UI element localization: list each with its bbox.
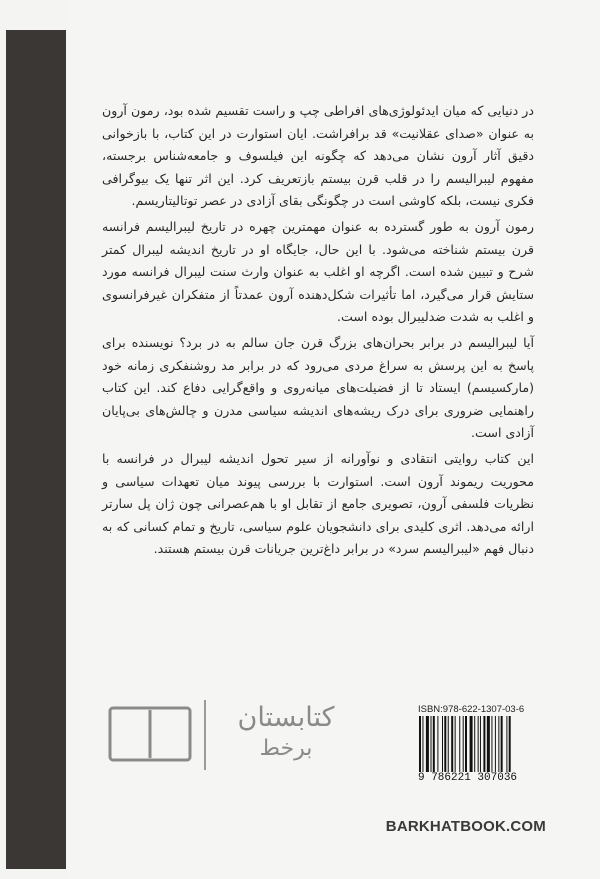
scan-left-margin bbox=[0, 0, 6, 879]
logo-divider bbox=[204, 700, 206, 770]
publisher-subname: برخط bbox=[259, 736, 313, 761]
publisher-logo bbox=[108, 700, 368, 770]
blurb-paragraph-4: این کتاب روایتی انتقادی و نوآورانه از سیر تحول اندیشه لیبرال در فرانسه با محوریت ریموند آرون است. استوارت با بررسی پیوند میان تعهدات سیاسی و نظریات فلسفی آرون، تصویری جامع از تقابل او با هم‌عصرانی چون ژان پل سارتر ارائه می‌دهد. اثری کلیدی برای دانشجویان علوم سیاسی، تاریخ و تمام کسانی که به دنبال فهم «لیبرالیسم سرد» در برابر داغ‌ترین جریانات قرن بیستم هستند. bbox=[102, 450, 534, 557]
publisher-name: کتابستان bbox=[237, 702, 335, 733]
publisher-website: BARKHATBOOK.COM bbox=[385, 818, 546, 835]
barcode-graphic bbox=[418, 716, 548, 774]
barcode-digits: 9 786221 307036 bbox=[418, 772, 518, 784]
blurb-paragraph-2: رمون آرون به طور گسترده به عنوان مهمترین چهره در تاریخ لیبرالیسم فرانسه قرن بیستم شناخته می‌شود. با این حال، جایگاه او در تاریخ اندیشه لیبرال کمتر شرح و تبیین شده است. اگرچه او اغلب به عنوان وارث سنت لیبرال فرانسه مورد ستایش قرار می‌گیرد، اما تأثیرات شکل‌دهنده آرون عمدتاً از متفکران غیرفرانسوی و اغلب به شدت ضدلیبرال بوده است. bbox=[102, 218, 534, 325]
open-book-icon bbox=[108, 706, 192, 762]
blurb-text bbox=[102, 100, 534, 564]
isbn-label: ISBN:978-622-1307-03-6 bbox=[418, 704, 525, 715]
blurb-paragraph-1: در دنیایی که میان ایدئولوژی‌های افراطی چپ و راست تقسیم شده بود، رمون آرون به عنوان «صدای عقلانیت» قد برافراشت. ایان استوارت در این کتاب، با بازخوانی دقیق آثار آرون نشان می‌دهد که چگونه این فیلسوف و جامعه‌شناس برجسته، مفهوم لیبرالیسم را در قلب قرن بیستم بازتعریف کرد. این اثر تنها یک بیوگرافی فکری نیست، بلکه کاوشی است در چگونگی بقای آزادی در عصر توتالیتاریسم. bbox=[102, 103, 534, 209]
blurb-paragraph-3: آیا لیبرالیسم در برابر بحران‌های بزرگ قرن جان سالم به در برد؟ نویسنده برای پاسخ به این پرسش به سراغ مردی می‌رود که در برابر مد روشنفکری زمانه خود (مارکسیسم) ایستاد تا از فضیلت‌های میانه‌روی و واقع‌گرایی دفاع کند. این کتاب راهنمایی ضروری برای درک ریشه‌های اندیشه سیاسی مدرن و چالش‌های بی‌پایان آزادی است. bbox=[102, 334, 534, 441]
